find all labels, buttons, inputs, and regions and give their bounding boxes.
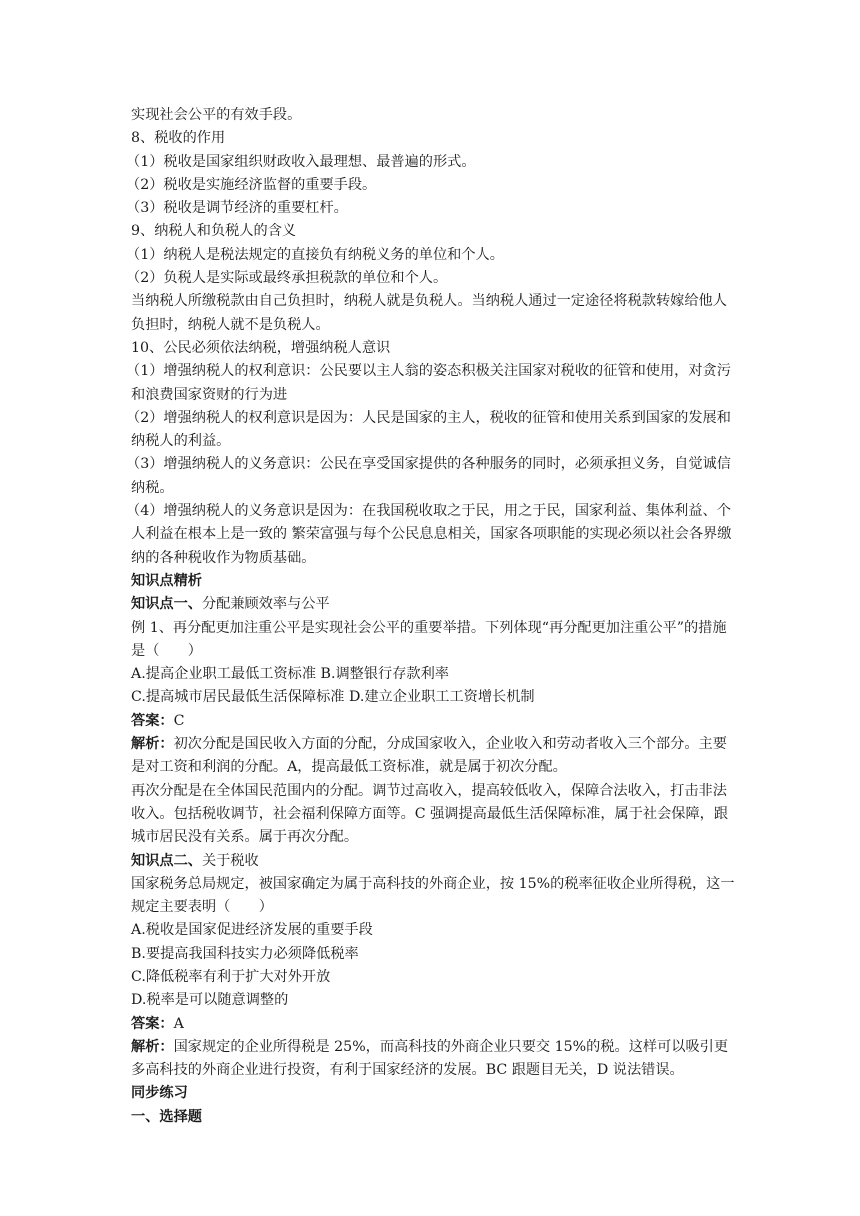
list-item: （3）增强纳税人的义务意识：公民在享受国家提供的各种服务的同时，必须承担义务，自觉诚信纳税。: [126, 456, 731, 496]
answer-options: C.提高城市居民最低生活保障标准 D.建立企业职工工资增长机制: [131, 689, 535, 706]
heading-knowledge-analysis: 知识点精析: [131, 572, 202, 589]
analysis-text: 国家规定的企业所得税是 25%，而高科技的外商企业只要交 15%的税。这样可以吸引更多高科技的外商企业进行投资，有利于国家经济的发展。BC 跟题目无关，D 说法错误。: [131, 1038, 729, 1079]
document-body: [126, 104, 735, 1129]
list-item: （1）税收是国家组织财政收入最理想、最普遍的形式。: [126, 153, 476, 170]
knowledge-point-title: 分配兼顾效率与公平: [201, 596, 330, 613]
example-question: 国家税务总局规定，被国家确定为属于高科技的外商企业，按 15%的税率征收企业所得税，这一规定主要表明（ ）: [131, 875, 735, 916]
list-item: （1）纳税人是税法规定的直接负有纳税义务的单位和个人。: [126, 246, 504, 263]
paragraph: 当纳税人所缴税款由自己负担时，纳税人就是负税人。当纳税人通过一定途径将税款转嫁给他人负担时，纳税人就不是负税人。: [131, 293, 727, 333]
list-item: （4）增强纳税人的义务意识是因为：在我国税收取之于民，用之于民，国家利益、集体利益、个人利益在根本上是一致的 繁荣富强与每个公民息息相关，国家各项职能的实现必须以社会各界缴纳的各种税收作为物质基础。: [126, 503, 732, 566]
paragraph: 再次分配是在全体国民范围内的分配。调节过高收入，提高较低收入，保障合法收入，打击非法收入。包括税收调节，社会福利保障方面等。C 强调提高最低生活保障标准，属于社会保障，跟城市居民没有关系。属于再次分配。: [131, 782, 729, 846]
analysis-text: 初次分配是国民收入方面的分配，分成国家收入，企业收入和劳动者收入三个部分。主要是对工资和利润的分配。A，提高最低工资标准，就是属于初次分配。: [131, 736, 727, 776]
knowledge-point-2: [131, 850, 735, 873]
analysis-line: [131, 1036, 735, 1083]
answer-option: A.税收是国家促进经济发展的重要手段: [131, 922, 373, 939]
analysis-label: 解析：: [131, 1038, 174, 1055]
section-heading-10: 10、公民必须依法纳税，增强纳税人意识: [131, 339, 391, 356]
knowledge-point-label: 知识点一、: [131, 596, 202, 613]
answer-line: [131, 710, 735, 733]
knowledge-point-label: 知识点二、: [131, 852, 202, 869]
answer-options: A.提高企业职工最低工资标准 B.调整银行存款利率: [131, 666, 449, 683]
answer-option: C.降低税率有利于扩大对外开放: [131, 968, 331, 985]
list-item: （2）税收是实施经济监督的重要手段。: [126, 176, 377, 193]
answer-label: 答案：: [131, 1015, 174, 1032]
answer-option: B.要提高我国科技实力必须降低税率: [131, 945, 359, 962]
analysis-label: 解析：: [131, 736, 174, 753]
analysis-line: [131, 733, 735, 780]
answer-value: C: [173, 712, 185, 729]
knowledge-point-title: 关于税收: [201, 852, 259, 869]
list-item: （2）负税人是实际或最终承担税款的单位和个人。: [126, 270, 448, 287]
heading-practice: 同步练习: [131, 1085, 188, 1102]
answer-option: D.税率是可以随意调整的: [131, 992, 289, 1009]
section-heading-9: 9、纳税人和负税人的含义: [131, 223, 297, 240]
answer-line: [131, 1013, 735, 1036]
text-line: 实现社会公平的有效手段。: [131, 107, 302, 123]
answer-value: A: [173, 1015, 184, 1032]
list-item: （2）增强纳税人的权利意识是因为：人民是国家的主人，税收的征管和使用关系到国家的发展和纳税人的利益。: [126, 409, 731, 450]
list-item: （1）增强纳税人的权利意识：公民要以主人翁的姿态积极关注国家对税收的征管和使用，对贪污和浪费国家资财的行为进: [126, 363, 731, 403]
example-question: 例 1、再分配更加注重公平是实现社会公平的重要举措。下列体现“再分配更加注重公平”的措施是（ ）: [131, 619, 727, 659]
knowledge-point-1: [131, 593, 735, 616]
answer-label: 答案：: [131, 712, 174, 729]
list-item: （3）税收是调节经济的重要杠杆。: [126, 200, 348, 217]
section-heading-8: 8、税收的作用: [131, 130, 226, 147]
heading-choice-questions: 一、选择题: [131, 1108, 202, 1125]
